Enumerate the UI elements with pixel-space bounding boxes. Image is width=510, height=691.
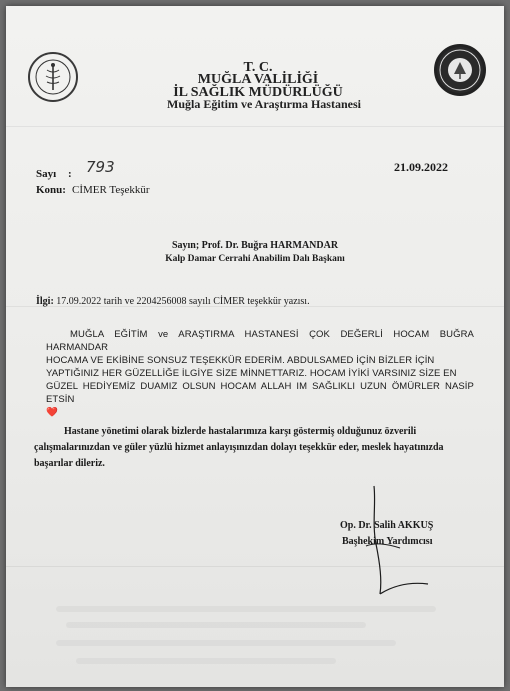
header-hastane: Muğla Eğitim ve Araştırma Hastanesi	[167, 97, 361, 111]
sayi-label: Sayı	[36, 168, 57, 180]
hospital-seal-icon	[434, 44, 486, 96]
signatory-title: Başhekim Yardımcısı	[342, 536, 433, 547]
header-mudurluk: İL SAĞLIK MÜDÜRLÜĞÜ	[173, 85, 343, 100]
body-line: çalışmalarınızdan ve güler yüzlü hizmet anlayışınızdan dolayı teşekkür eder, meslek hayatınızda	[34, 442, 444, 453]
signatory-name: Op. Dr. Salih AKKUŞ	[340, 520, 434, 531]
header-tc: T. C.	[243, 60, 273, 75]
ilgi-text: 17.09.2022 tarih ve 2204256008 sayılı CİMER teşekkür yazısı.	[56, 296, 310, 307]
heart-emoji: ❤️	[46, 407, 58, 418]
quote-line: GÜZEL HEDİYEMİZ DUAMIZ OLSUN HOCAM ALLAH IM SAĞLIKLI UZUN ÖMÜRLER NASİP ETSİN	[46, 381, 474, 405]
quote-paragraph	[46, 328, 474, 419]
konu-label: Konu:	[36, 184, 66, 196]
recipient-title: Kalp Damar Cerrahi Anabilim Dalı Başkanı	[165, 254, 345, 264]
body-line: Hastane yönetimi olarak bizlerde hastalarımıza karşı göstermiş olduğunuz özverili	[64, 426, 417, 437]
konu-value: CİMER Teşekkür	[72, 184, 150, 196]
sayi-value: 793	[86, 158, 115, 176]
document-date: 21.09.2022	[394, 160, 448, 174]
quote-line: YAPTIĞINIZ HER GÜZELLİĞE İLGİYE SİZE MİNNETTARIZ. HOCAM İYİKİ VARSINIZ SİZE EN	[46, 368, 457, 379]
body-paragraph	[34, 424, 474, 472]
ilgi-label: İlgi:	[36, 296, 54, 307]
document-page: T. C. MUĞLA VALİLİĞİ İL SAĞLIK MÜDÜRLÜĞÜ Muğla Eğitim ve Araştırma Hastanesi 21.09.2022 Sayı : 793 Konu: CİMER Teşekkür Sayın; Prof. Dr. Buğra HARMANDAR Kalp Damar Cerrahi Anabilim Dalı Başkanı İlgi: 17.09.2022 tarih ve 2204256008 sayılı CİMER teşekkür yazısı. MUĞLA EĞİTİM ve ARAŞTIRMA HASTANESİ ÇOK DEĞERLİ HOCAM BUĞRA HARMANDAR HOCAMA VE EKİBİNE SONSUZ TEŞEKKÜR EDERİM. ABDULSAMED İÇİN BİZLER İÇİN YAPTIĞINIZ HER GÜZELLİĞE İLGİYE SİZE MİNNETTARIZ. HOCAM İYİKİ VARSINIZ SİZE EN GÜZEL HEDİYEMİZ DUAMIZ OLSUN HOCAM ALLAH IM SAĞLIKLI UZUN ÖMÜRLER NASİP ETSİN ❤️ Hastane yönetimi olarak bizlerde hastalarımıza karşı göstermiş olduğunuz özverili çalışmalarınızdan ve güler yüzlü hizmet anlayışınızdan dolayı teşekkür eder, meslek hayatınızda başarılar dileriz. Op. Dr. Salih AKKUŞ Başhekim Yardımcısı	[6, 6, 504, 687]
quote-line: HOCAMA VE EKİBİNE SONSUZ TEŞEKKÜR EDERİM. ABDULSAMED İÇİN BİZLER İÇİN	[46, 355, 435, 366]
ministry-of-health-logo-icon	[28, 52, 78, 102]
header-valilik: MUĞLA VALİLİĞİ	[197, 72, 319, 87]
recipient-name: Sayın; Prof. Dr. Buğra HARMANDAR	[171, 240, 339, 251]
quote-line: MUĞLA EĞİTİM ve ARAŞTIRMA HASTANESİ ÇOK DEĞERLİ HOCAM BUĞRA HARMANDAR	[46, 329, 474, 353]
body-line: başarılar dileriz.	[34, 458, 105, 469]
ilgi-line	[36, 296, 310, 307]
